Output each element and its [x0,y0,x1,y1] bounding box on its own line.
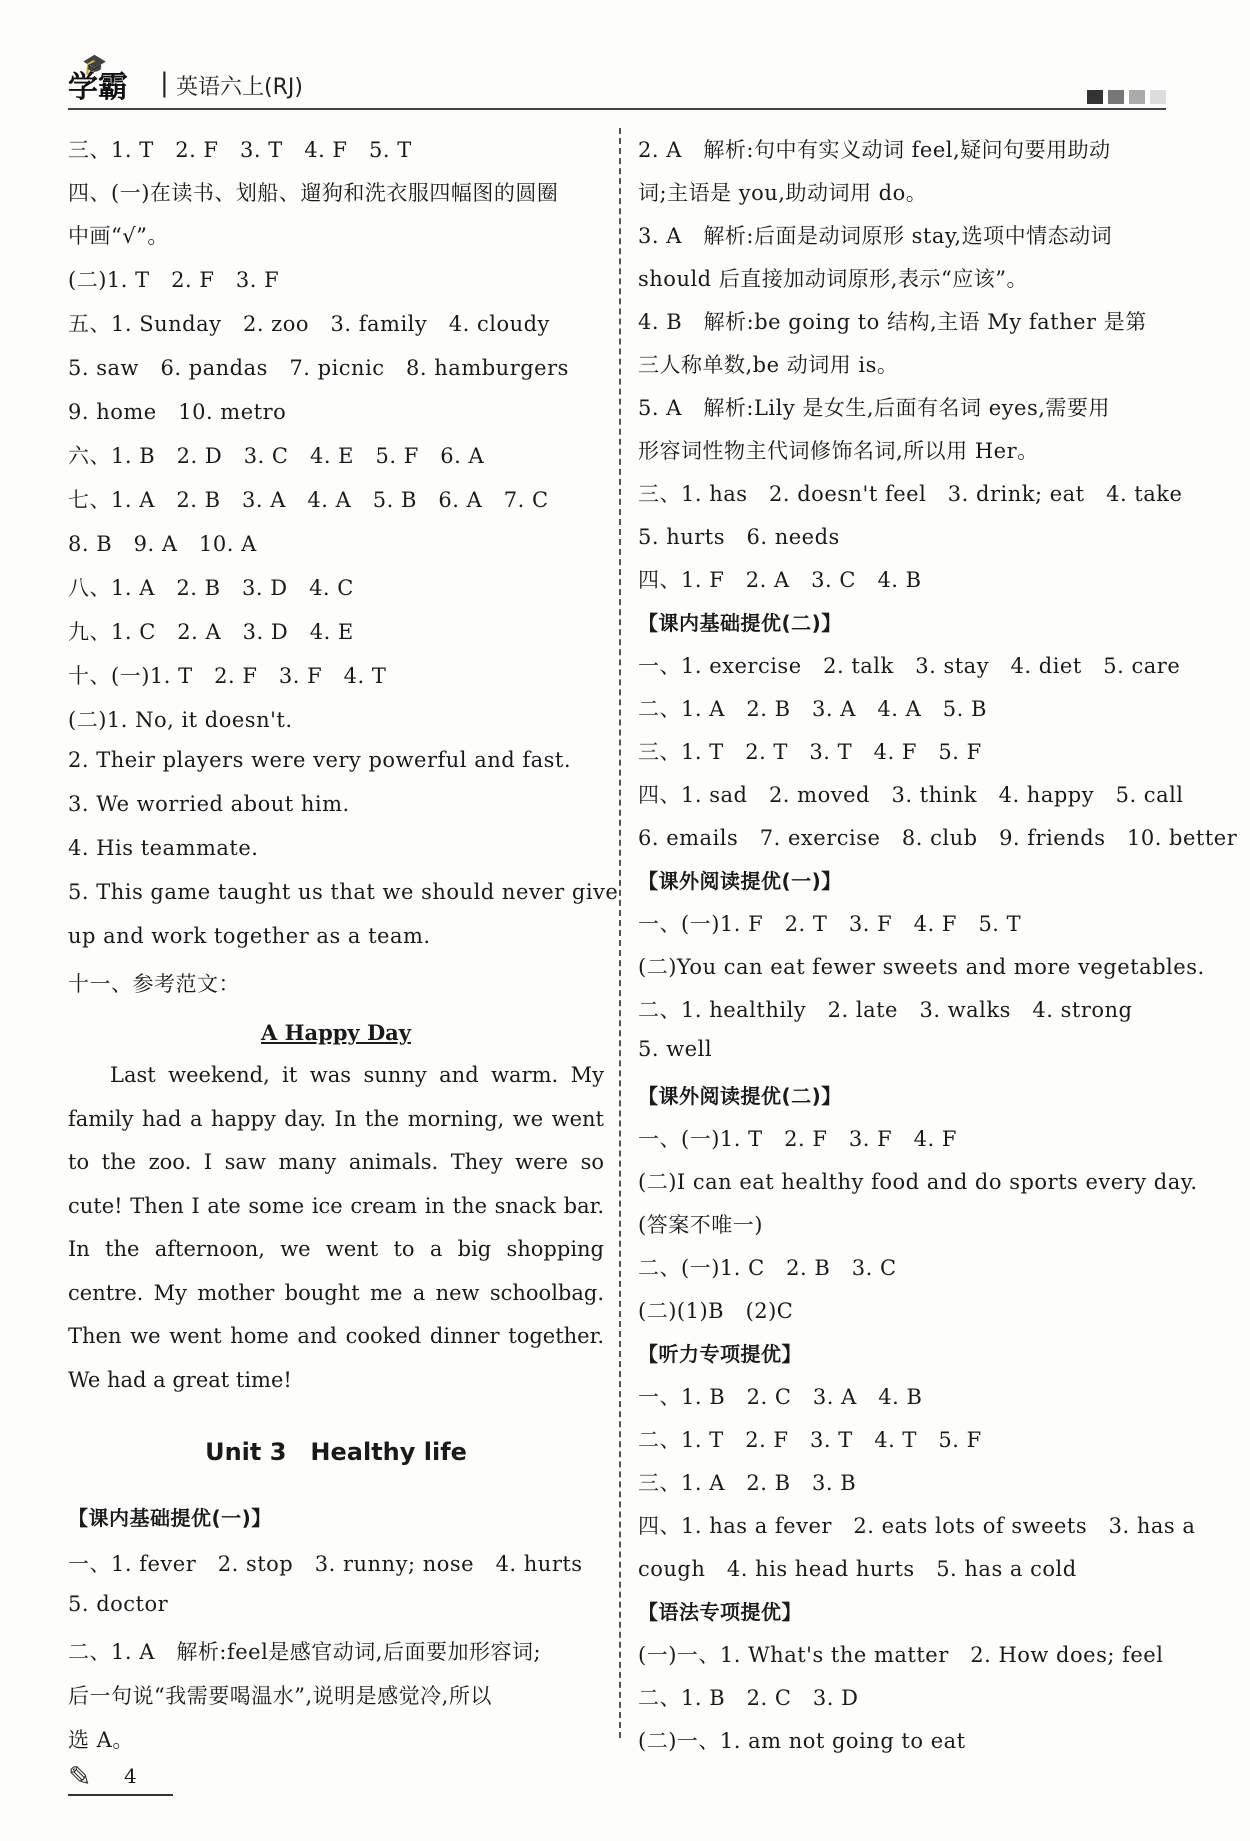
answer-line: 二、(一)1. C 2. B 3. C [638,1256,897,1280]
decor-square [1087,90,1103,104]
answer-line: 三、1. T 2. T 3. T 4. F 5. F [638,740,982,764]
answer-line: 中画“√”。 [68,224,169,248]
answer-line: 二、1. A 解析:feel是感官动词,后面要加形容词; [68,1640,542,1664]
section-heading: 【课外阅读提优(二)】 [638,1084,842,1108]
answer-line: 四、(一)在读书、划船、遛狗和洗衣服四幅图的圆圈 [68,181,559,205]
answer-line: 一、1. fever 2. stop 3. runny; nose 4. hurts [68,1552,583,1576]
page-header [68,52,1166,112]
section-heading: 【课外阅读提优(一)】 [638,869,842,893]
answer-line: 8. B 9. A 10. A [68,532,257,556]
brand-logo: 学霸 [68,70,128,105]
book-title: 英语六上(RJ) [176,75,303,100]
answer-line: 5. This game taught us that we should never give [68,880,619,904]
answer-line: 一、1. exercise 2. talk 3. stay 4. diet 5. care [638,654,1181,678]
answer-line: (二)1. No, it doesn't. [68,708,293,732]
answer-line: 一、(一)1. F 2. T 3. F 4. F 5. T [638,912,1022,936]
footer-rule [68,1794,173,1796]
answer-line: 词;主语是 you,助动词用 do。 [638,181,928,205]
answer-line: 二、1. T 2. F 3. T 4. T 5. F [638,1428,982,1452]
answer-line: (二)I can eat healthy food and do sports every day. [638,1170,1198,1194]
answer-line: 二、1. healthily 2. late 3. walks 4. strong [638,998,1133,1022]
answer-line: 十、(一)1. T 2. F 3. F 4. T [68,664,387,688]
answer-line: 5. saw 6. pandas 7. picnic 8. hamburgers [68,356,569,380]
answer-line: (二)1. T 2. F 3. F [68,268,280,292]
essay-body: Last weekend, it was sunny and warm. My family had a happy day. In the morning, we went to the zoo. I saw many animals. They were so cute! Then I ate some ice cream in the snack bar. In the afternoon, we went to a big shopping centre. My mother bought me a new schoolbag. Then we went home and cooked dinner together. We had a great time! [68,1063,604,1392]
answer-line: 三、1. T 2. F 3. T 4. F 5. T [68,138,412,162]
answer-line: 选 A。 [68,1728,134,1752]
answer-line: (二)(1)B (2)C [638,1299,794,1323]
answer-line: should 后直接加动词原形,表示“应该”。 [638,267,1028,291]
answer-line: 四、1. sad 2. moved 3. think 4. happy 5. call [638,783,1184,807]
column-divider [619,128,621,1738]
answer-line: 3. We worried about him. [68,792,350,816]
essay-title: A Happy Day [261,1020,411,1045]
answer-line: 二、1. A 2. B 3. A 4. A 5. B [638,697,987,721]
answer-line: 5. A 解析:Lily 是女生,后面有名词 eyes,需要用 [638,396,1110,420]
section-heading: 【课内基础提优(一)】 [68,1506,272,1530]
answer-line: 5. doctor [68,1592,169,1616]
answer-line: 后一句说“我需要喝温水”,说明是感觉冷,所以 [68,1684,492,1708]
answer-line: 2. Their players were very powerful and fast. [68,748,572,772]
answer-line: 五、1. Sunday 2. zoo 3. family 4. cloudy [68,312,550,336]
answer-line: 9. home 10. metro [68,400,287,424]
graduation-cap-icon: 🎓 [82,52,107,76]
answer-line: 5. hurts 6. needs [638,525,840,549]
header-rule [68,108,1166,110]
section-heading: 【课内基础提优(二)】 [638,611,842,635]
answer-line: 九、1. C 2. A 3. D 4. E [68,620,354,644]
answer-line: 2. A 解析:句中有实义动词 feel,疑问句要用助动 [638,138,1111,162]
header-separator: | [160,68,169,98]
answer-line: 三、1. has 2. doesn't feel 3. drink; eat 4. take [638,482,1183,506]
answer-line: 4. B 解析:be going to 结构,主语 My father 是第 [638,310,1147,334]
answer-line: cough 4. his head hurts 5. has a cold [638,1557,1077,1581]
answer-line: (二)You can eat fewer sweets and more vegetables. [638,955,1205,979]
answer-line: 四、1. has a fever 2. eats lots of sweets 3. has a [638,1514,1196,1538]
answer-line: 四、1. F 2. A 3. C 4. B [638,568,922,592]
decor-square [1108,90,1124,104]
answer-line: 一、1. B 2. C 3. A 4. B [638,1385,923,1409]
answer-line: 七、1. A 2. B 3. A 4. A 5. B 6. A 7. C [68,488,549,512]
answer-line: 二、1. B 2. C 3. D [638,1686,859,1710]
answer-line: 六、1. B 2. D 3. C 4. E 5. F 6. A [68,444,485,468]
answer-line: 4. His teammate. [68,836,259,860]
decor-square [1129,90,1145,104]
answer-line: (答案不唯一) [638,1213,763,1237]
answer-line: 3. A 解析:后面是动词原形 stay,选项中情态动词 [638,224,1113,248]
header-decoration [1087,90,1166,104]
answer-line: (二)一、1. am not going to eat [638,1729,966,1753]
decor-square [1150,90,1166,104]
answer-line: 三人称单数,be 动词用 is。 [638,353,899,377]
pencil-icon: ✎ [68,1760,92,1793]
answer-line: (一)一、1. What's the matter 2. How does; feel [638,1643,1164,1667]
answer-line: 三、1. A 2. B 3. B [638,1471,857,1495]
unit-title: Unit 3 Healthy life [205,1438,467,1466]
answer-line: 5. well [638,1037,713,1061]
answer-line: 6. emails 7. exercise 8. club 9. friends 10. better [638,826,1238,850]
section-heading: 【听力专项提优】 [638,1342,802,1366]
answer-line: 八、1. A 2. B 3. D 4. C [68,576,354,600]
answer-line: 形容词性物主代词修饰名词,所以用 Her。 [638,439,1039,463]
section-heading: 【语法专项提优】 [638,1600,802,1624]
page-number: 4 [124,1764,137,1788]
answer-line: 一、(一)1. T 2. F 3. F 4. F [638,1127,957,1151]
answer-line: 十一、参考范文： [68,972,240,996]
answer-line: up and work together as a team. [68,924,431,948]
